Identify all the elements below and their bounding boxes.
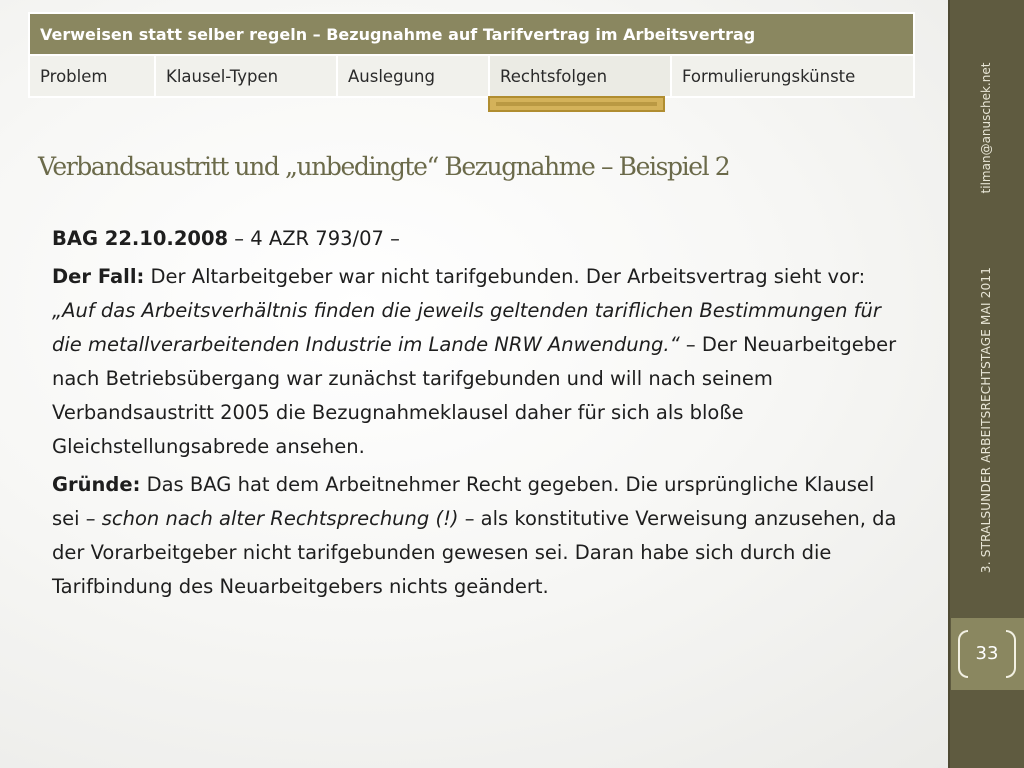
active-section-marker-bar	[496, 102, 657, 106]
case-reference-number: – 4 AZR 793/07 –	[228, 227, 400, 250]
slide-title: Verbandsaustritt und „unbedingte“ Bezugnahme – Beispiel 2	[38, 152, 730, 181]
gruende-italic: schon nach alter Rechtsprechung (!)	[101, 507, 459, 530]
fall-quote: „Auf das Arbeitsverhältnis finden die jeweils geltenden tariflichen Bestimmungen für die metallverarbeitenden Industrie im Lande NRW Anwendung.“	[52, 299, 881, 356]
fall-text-2: – Der Neuarbeitgeber nach Betriebsübergang war zunächst tarifgebunden und will nach seinem Verbandsaustritt 2005 die Bezugnahmeklausel daher für sich als bloße Gleichstellungsabrede ansehen.	[52, 333, 897, 458]
fall-label: Der Fall:	[52, 265, 145, 288]
gruende-paragraph	[52, 468, 902, 604]
nav-header: Verweisen statt selber regeln – Bezugnahme auf Tarifvertrag im Arbeitsvertrag	[29, 13, 914, 55]
sidebar-divider	[948, 0, 950, 768]
nav-tab-auslegung[interactable]: Auslegung	[337, 55, 489, 97]
nav-tab-klausel-typen[interactable]: Klausel-Typen	[155, 55, 337, 97]
fall-paragraph	[52, 260, 902, 464]
case-reference-date: BAG 22.10.2008	[52, 227, 229, 250]
fall-text-1: Der Altarbeitgeber war nicht tarifgebunden. Der Arbeitsvertrag sieht vor:	[144, 265, 866, 288]
active-section-marker	[488, 96, 665, 112]
gruende-text-2: – als konstitutive Verweisung anzusehen, da der Vorarbeitgeber nicht tarifgebunden gewesen sei. Daran habe sich durch die Tarifbindung des Neuarbeitgebers nichts geändert.	[52, 507, 897, 598]
case-reference	[52, 222, 902, 256]
slide-content	[52, 222, 902, 608]
page-number: 33	[975, 643, 999, 664]
page-number-frame	[958, 630, 1016, 678]
nav-tab-rechtsfolgen[interactable]: Rechtsfolgen	[489, 55, 671, 97]
sidebar-email: tilman@anuschek.net	[979, 62, 993, 194]
sidebar-event-label: 3. STRALSUNDER ARBEITSRECHTSTAGE MAI 2011	[979, 266, 993, 574]
nav-tab-formulierungskuenste[interactable]: Formulierungskünste	[671, 55, 914, 97]
nav-tab-problem[interactable]: Problem	[29, 55, 155, 97]
navigation-table	[28, 12, 915, 98]
gruende-text-1: Das BAG hat dem Arbeitnehmer Recht gegeben. Die ursprüngliche Klausel sei –	[52, 473, 875, 530]
gruende-label: Gründe:	[52, 473, 141, 496]
